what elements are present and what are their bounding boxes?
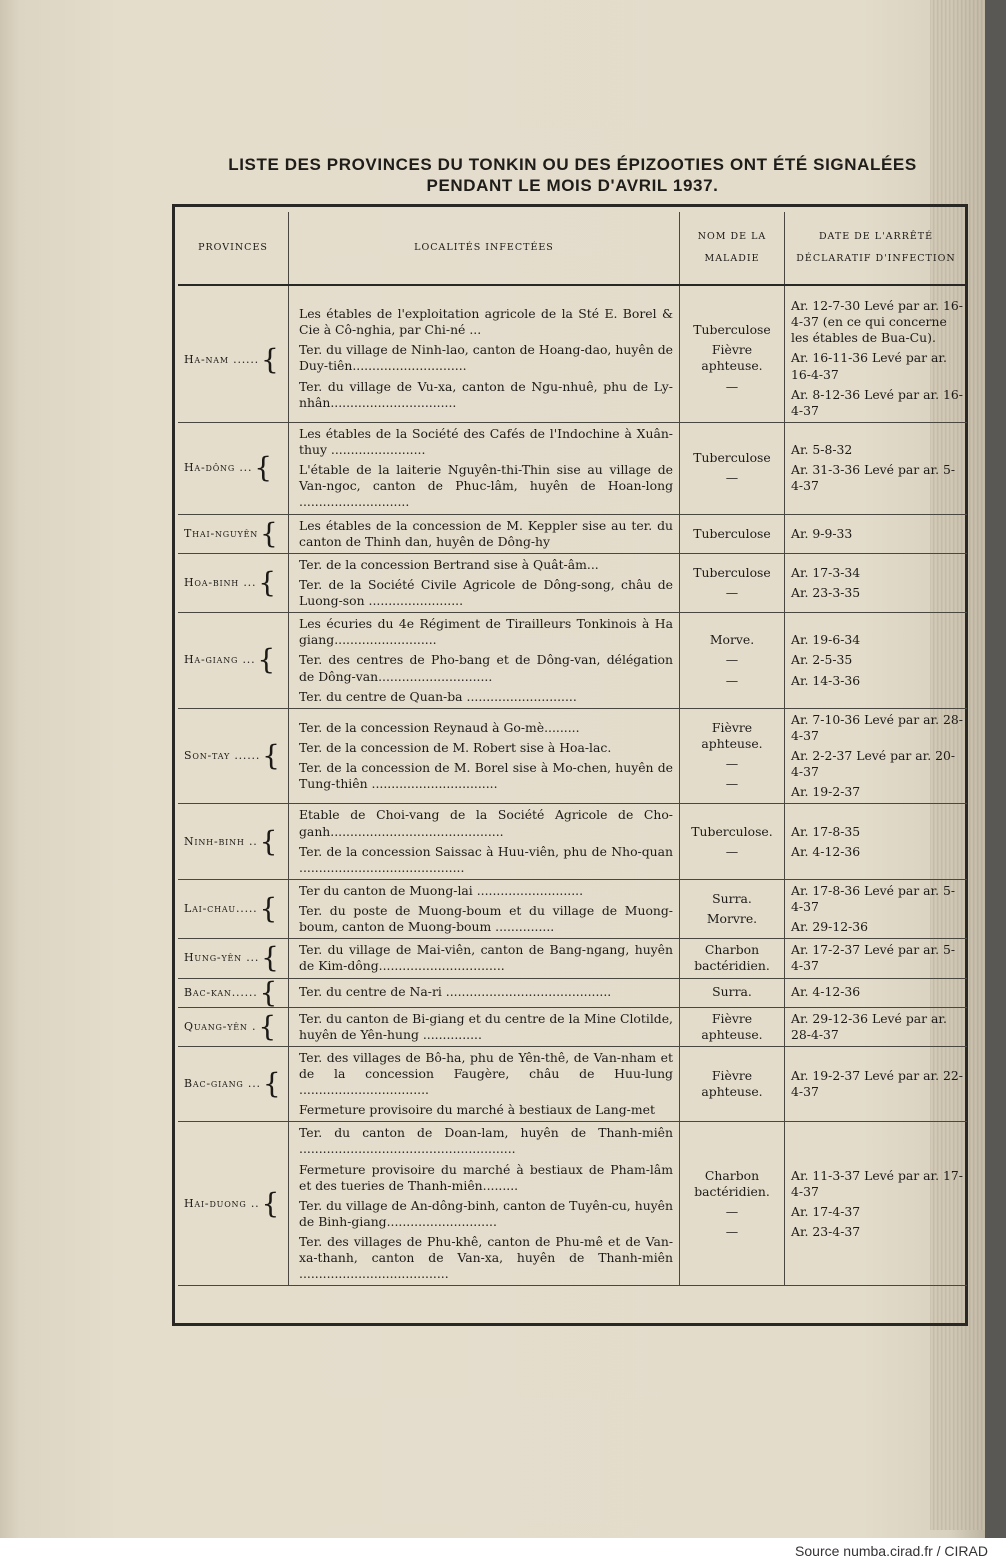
localite-entry: Fermeture provisoire du marché à bestiaux de Pham-lâm et des tueries de Thanh-miên......... — [299, 1161, 673, 1193]
date-entry: Ar. 8-12-36 Levé par ar. 16-4-37 — [791, 386, 963, 418]
date-entry: Ar. 12-7-30 Levé par ar. 16-4-37 (en ce qui concerne les étables de Bua-Cu). — [791, 298, 963, 346]
brace-glyph: { — [258, 565, 277, 599]
maladie-cell — [680, 804, 785, 880]
date-entry: Ar. 17-3-34 — [791, 564, 861, 580]
table-body — [178, 285, 967, 1286]
province-name: Son-tay ...... — [184, 749, 261, 763]
province-cell — [178, 975, 289, 1009]
province-cell — [178, 1122, 289, 1286]
province-cell — [178, 939, 289, 978]
province-name: Quang-yên . — [184, 1019, 257, 1033]
date-cell — [785, 613, 968, 709]
brace-glyph: { — [259, 824, 279, 858]
maladie-entry: Surra. — [712, 890, 752, 906]
maladie-entry: Tuberculose. — [691, 823, 773, 839]
maladie-cell — [680, 1007, 785, 1046]
localite-entry: Ter. de la Société Civile Agricole de Dông-song, châu de Luong-son ........................ — [299, 576, 673, 608]
province-cell — [178, 285, 289, 422]
date-entry: Ar. 4-12-36 — [791, 843, 861, 859]
date-cell — [785, 708, 968, 804]
maladie-entry: — — [725, 1203, 739, 1219]
localite-entry: Ter. du centre de Na-ri .......................................... — [299, 984, 612, 1000]
localite-cell — [289, 1007, 680, 1046]
province-cell — [178, 422, 289, 514]
table-row — [178, 879, 967, 938]
header-maladie: NOM DE LA MALADIE — [680, 212, 785, 285]
date-entry: Ar. 4-12-36 — [791, 984, 861, 1000]
maladie-cell — [680, 285, 785, 422]
localite-cell — [289, 514, 680, 553]
maladie-cell — [680, 939, 785, 978]
localite-cell — [289, 804, 680, 880]
maladie-entry: — — [725, 672, 739, 688]
maladie-entry: Tuberculose — [693, 322, 771, 338]
maladie-entry: Fièvre aphteuse. — [701, 719, 763, 751]
date-entry: Ar. 31-3-36 Levé par ar. 5-4-37 — [791, 462, 956, 494]
localite-entry: Ter. de la concession Bertrand sise à Quât-âm... — [299, 556, 599, 572]
brace-glyph: { — [257, 643, 277, 677]
maladie-entry: — — [725, 584, 739, 600]
localite-entry: Ter. du canton de Bi-giang et du centre de la Mine Clotilde, huyên de Yên-hung ............... — [299, 1010, 673, 1042]
maladie-entry: — — [725, 652, 739, 668]
localite-entry: Ter. des centres de Pho-bang et de Dông-van, délégation de Dông-van............................. — [299, 652, 673, 684]
table-row — [178, 804, 967, 880]
maladie-entry: Tuberculose — [693, 525, 771, 541]
brace-glyph: { — [259, 892, 279, 926]
table-row — [178, 1046, 967, 1122]
localite-cell — [289, 939, 680, 978]
table-row — [178, 939, 967, 978]
maladie-cell — [680, 514, 785, 553]
localite-entry: Ter. du village de Ninh-lao, canton de Hoang-dao, huyên de Duy-tiên............................. — [299, 342, 673, 374]
table-row — [178, 708, 967, 804]
date-cell — [785, 422, 968, 514]
localite-entry: Ter. du centre de Quan-ba ............................ — [299, 688, 577, 704]
source-credit: Source numba.cirad.fr / CIRAD — [795, 1543, 988, 1559]
maladie-cell — [680, 978, 785, 1007]
localite-cell — [289, 879, 680, 938]
province-cell — [178, 1046, 289, 1122]
province-name: Ha-nam ...... — [184, 352, 259, 366]
localite-cell — [289, 1046, 680, 1122]
localite-entry: Les écuries du 4e Régiment de Tirailleurs Tonkinois à Ha giang.......................... — [299, 616, 673, 648]
date-entry: Ar. 17-4-37 — [791, 1203, 861, 1219]
date-entry: Ar. 23-3-35 — [791, 584, 861, 600]
brace-glyph: { — [261, 941, 280, 975]
maladie-cell — [680, 613, 785, 709]
maladie-entry: Charbon bactéridien. — [694, 942, 770, 974]
brace-glyph: { — [261, 1186, 281, 1220]
province-cell — [178, 1007, 289, 1046]
date-entry: Ar. 5-8-32 — [791, 442, 853, 457]
table-row — [178, 613, 967, 709]
date-cell — [785, 1122, 968, 1286]
date-entry: Ar. 16-11-36 Levé par ar. 16-4-37 — [791, 350, 947, 382]
page-title — [180, 154, 965, 196]
date-cell — [785, 514, 968, 553]
brace-glyph: { — [258, 1009, 277, 1043]
date-cell — [785, 879, 968, 938]
maladie-entry: Morvre. — [706, 911, 758, 927]
province-cell — [178, 879, 289, 938]
date-entry: Ar. 9-9-33 — [791, 525, 853, 541]
province-name: Ha-dông ... — [184, 461, 253, 475]
date-entry: Ar. 17-8-36 Levé par ar. 5-4-37 — [791, 882, 956, 914]
localite-entry: Etable de Choi-vang de la Société Agricole de Cho-ganh............................................ — [299, 807, 673, 839]
date-entry: Ar. 14-3-36 — [791, 672, 861, 688]
province-name: Hung-yên ... — [184, 951, 260, 965]
localite-cell — [289, 285, 680, 422]
localite-cell — [289, 422, 680, 514]
localite-entry: Ter du canton de Muong-lai ........................... — [299, 882, 584, 898]
province-name: Hai-duong .. — [184, 1196, 260, 1210]
date-entry: Ar. 7-10-36 Levé par ar. 28-4-37 — [791, 711, 963, 743]
province-name: Ha-giang ... — [184, 653, 256, 667]
title-line-2: PENDANT LE MOIS D'AVRIL 1937. — [426, 176, 719, 195]
header-provinces: PROVINCES — [178, 212, 289, 285]
date-entry: Ar. 11-3-37 Levé par ar. 17-4-37 — [791, 1167, 963, 1199]
localite-entry: Ter. de la concession de M. Borel sise à Mo-chen, huyên de Tung-thiên ................................ — [299, 760, 673, 792]
table-row — [178, 422, 967, 514]
maladie-cell — [680, 422, 785, 514]
province-name: Bac-kan...... — [184, 985, 258, 999]
brace-glyph: { — [254, 451, 273, 485]
title-line-1: LISTE DES PROVINCES DU TONKIN OU DES ÉPIZOOTIES ONT ÉTÉ SIGNALÉES — [228, 155, 917, 174]
date-cell — [785, 939, 968, 978]
maladie-entry: Tuberculose — [693, 564, 771, 580]
localite-cell — [289, 553, 680, 612]
date-entry: Ar. 17-2-37 Levé par ar. 5-4-37 — [791, 942, 956, 974]
maladie-entry: — — [725, 378, 739, 394]
brace-glyph: { — [259, 975, 279, 1009]
localite-cell — [289, 978, 680, 1007]
table-row — [178, 1122, 967, 1286]
date-entry: Ar. 17-8-35 — [791, 823, 861, 839]
maladie-entry: Charbon bactéridien. — [694, 1167, 770, 1199]
localite-entry: Ter. de la concession Reynaud à Go-mè......... — [299, 719, 580, 735]
localite-entry: Ter. des villages de Phu-khê, canton de Phu-mê et de Van-xa-thanh, canton de Van-xa, huyên de Thanh-miên ...................................... — [299, 1234, 673, 1282]
date-cell — [785, 978, 968, 1007]
maladie-entry: Fièvre aphteuse. — [701, 1067, 763, 1099]
localite-entry: Ter. du village de An-dông-binh, canton de Tuyên-cu, huyên de Binh-giang............................ — [299, 1197, 673, 1229]
header-date: DATE DE L'ARRÊTÉ DÉCLARATIF D'INFECTION — [785, 212, 968, 285]
localite-cell — [289, 1122, 680, 1286]
province-name: Ninh-binh .. — [184, 834, 258, 848]
date-entry: Ar. 2-5-35 — [791, 652, 853, 668]
date-cell — [785, 1046, 968, 1122]
localite-entry: Les étables de la concession de M. Keppler sise au ter. du canton de Thinh dan, huyên de Dông-hy — [299, 517, 673, 549]
maladie-entry: — — [725, 776, 739, 792]
epizooties-table — [178, 212, 967, 1286]
maladie-cell — [680, 553, 785, 612]
date-entry: Ar. 29-12-36 Levé par ar. 28-4-37 — [791, 1010, 947, 1042]
date-entry: Ar. 23-4-37 — [791, 1223, 861, 1239]
table-row — [178, 553, 967, 612]
maladie-entry: — — [725, 470, 739, 486]
table-row — [178, 285, 967, 422]
table-row — [178, 514, 967, 553]
maladie-entry: — — [725, 1223, 739, 1239]
brace-glyph: { — [262, 1067, 282, 1100]
province-cell — [178, 613, 289, 709]
date-entry: Ar. 2-2-37 Levé par ar. 20-4-37 — [791, 748, 956, 780]
maladie-cell — [680, 708, 785, 804]
localite-entry: L'étable de la laiterie Nguyên-thi-Thin sise au village de Van-ngoc, canton de Phuc-lâm, huyên de Hoan-long ............................ — [299, 462, 673, 510]
date-entry: Ar. 19-2-37 — [791, 784, 861, 800]
header-localites: LOCALITÉS INFECTÉES — [289, 212, 680, 285]
province-name: Bac-giang ... — [184, 1077, 261, 1090]
localite-entry: Ter. du village de Mai-viên, canton de Bang-ngang, huyên de Kim-dông................................ — [299, 942, 673, 974]
province-name: Thai-nguyên — [184, 526, 259, 540]
province-cell — [178, 804, 289, 880]
maladie-cell — [680, 1122, 785, 1286]
date-entry: Ar. 19-2-37 Levé par ar. 22-4-37 — [791, 1067, 963, 1099]
localite-entry: Ter. du village de Vu-xa, canton de Ngu-nhuê, phu de Ly-nhân................................ — [299, 378, 673, 410]
localite-entry: Les étables de l'exploitation agricole de la Sté E. Borel & Cie à Cô-nghia, par Chi-né ... — [299, 306, 673, 338]
province-name: Lai-chau..... — [184, 902, 258, 916]
maladie-entry: — — [725, 843, 739, 859]
localite-entry: Les étables de la Société des Cafés de l'Indochine à Xuân-thuy ........................ — [299, 425, 673, 457]
localite-entry: Ter. des villages de Bô-ha, phu de Yên-thê, de Van-nham et de la concession Faugère, châu de Huu-lung ................................. — [299, 1049, 673, 1097]
date-entry: Ar. 29-12-36 — [791, 919, 869, 935]
date-cell — [785, 553, 968, 612]
brace-glyph: { — [262, 739, 281, 773]
localite-entry: Ter. du canton de Doan-lam, huyên de Thanh-miên ....................................................... — [299, 1125, 673, 1157]
date-entry: Ar. 19-6-34 — [791, 632, 861, 648]
table-row — [178, 978, 967, 1007]
localite-entry: Ter. de la concession de M. Robert sise à Hoa-lac. — [299, 739, 612, 755]
date-cell — [785, 804, 968, 880]
province-name: Hoa-binh ... — [184, 575, 257, 589]
maladie-entry: Fièvre aphteuse. — [701, 1010, 763, 1042]
maladie-entry: Morve. — [709, 632, 755, 648]
table-row — [178, 1007, 967, 1046]
localite-cell — [289, 708, 680, 804]
province-cell — [178, 553, 289, 612]
maladie-entry: Fièvre aphteuse. — [701, 342, 763, 374]
localite-entry: Ter. du poste de Muong-boum et du village de Muong-boum, canton de Muong-boum ............... — [299, 903, 673, 935]
localite-cell — [289, 613, 680, 709]
maladie-entry: — — [725, 756, 739, 772]
maladie-entry: Tuberculose — [693, 450, 771, 466]
province-cell — [178, 514, 289, 553]
localite-entry: Fermeture provisoire du marché à bestiaux de Lang-met — [299, 1102, 655, 1118]
date-cell — [785, 1007, 968, 1046]
maladie-entry: Surra. — [712, 984, 752, 1000]
brace-glyph: { — [260, 342, 280, 376]
date-cell — [785, 285, 968, 422]
brace-glyph: { — [260, 516, 279, 550]
province-cell — [178, 708, 289, 804]
maladie-cell — [680, 879, 785, 938]
localite-entry: Ter. de la concession Saissac à Huu-viên, phu de Nho-quan .......................................... — [299, 843, 673, 875]
maladie-cell — [680, 1046, 785, 1122]
